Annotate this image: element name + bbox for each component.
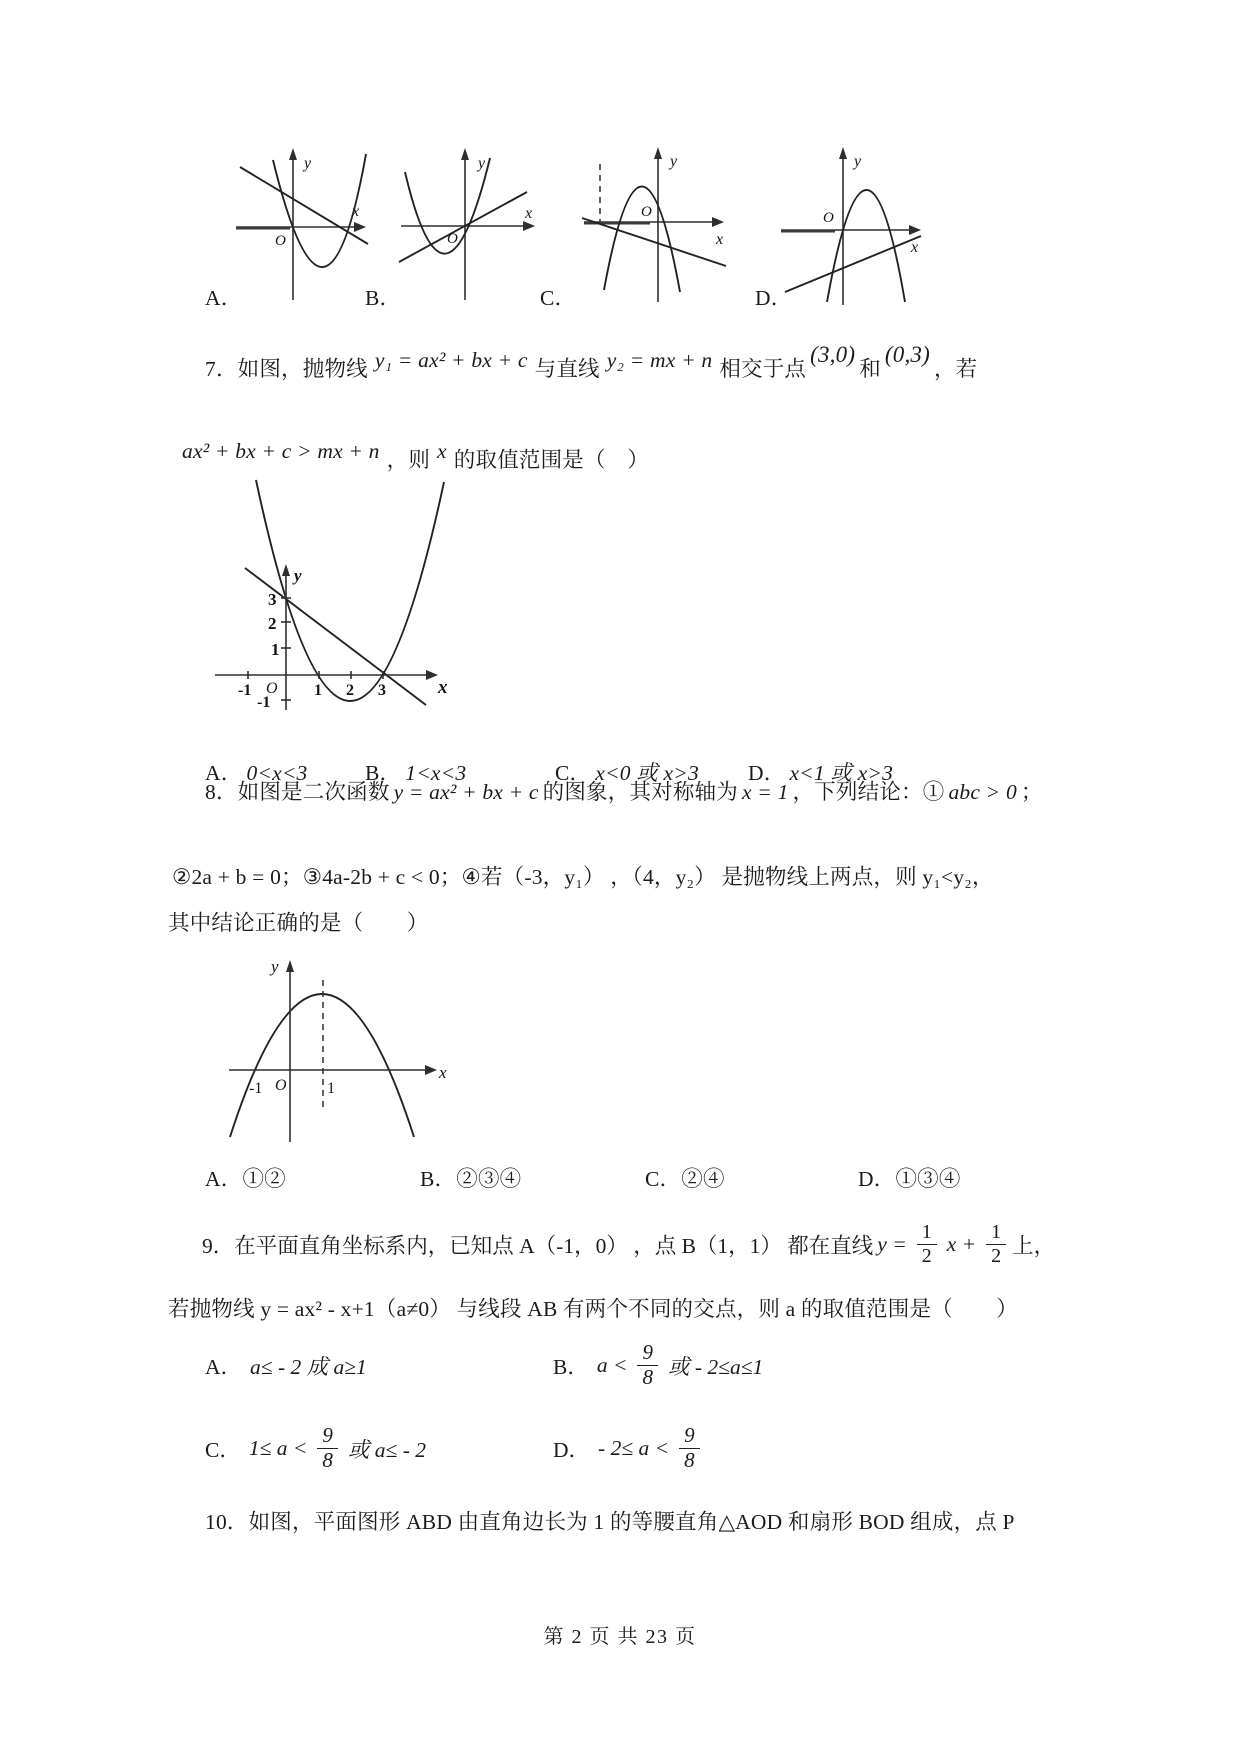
- fraction-nine-eighths: [679, 1424, 700, 1472]
- q8-figure: [215, 950, 447, 1142]
- option-letter: C．: [555, 761, 592, 785]
- q8-option-d: [858, 1162, 961, 1193]
- fraction-denominator: 8: [684, 1447, 695, 1472]
- stem-text: 的取值范围是（ ）: [453, 448, 650, 472]
- q9-option-c: [205, 1420, 430, 1476]
- q8-stem-line3: 其中结论正确的是（ ）: [168, 911, 429, 935]
- option-letter: C．: [645, 1167, 682, 1191]
- q9-stem-line2: 若抛物线 y = ax² - x+1（a≠0） 与线段 AB 有两个不同的交点，则 a 的取值范围是（ ）: [168, 1297, 1018, 1321]
- q7-stem-line2: [175, 439, 650, 474]
- y-tick-label-1: 1: [271, 640, 280, 659]
- fraction-numerator: 9: [317, 1424, 338, 1449]
- figure-option-a: [228, 142, 378, 300]
- option-value: x<0 或 x>3: [595, 761, 699, 785]
- stem-text: ；: [1020, 780, 1043, 804]
- x-tick-label-3: 3: [378, 682, 386, 699]
- y-axis-arrow: [289, 148, 297, 160]
- y-axis-label: y: [854, 153, 862, 170]
- figure-label-d: D．: [755, 286, 793, 310]
- origin-label: O: [641, 204, 652, 220]
- formula-inequality: ax² + bx + c > mx + n: [182, 439, 380, 463]
- parabola-curve: [256, 480, 444, 701]
- x-axis-label: x: [438, 677, 448, 698]
- q7-stem-line1: [205, 342, 978, 383]
- formula-x-plus: x +: [946, 1231, 977, 1256]
- x-axis-label: x: [716, 231, 724, 248]
- q10-stem-line1: 10．如图，平面图形 ABD 由直角边长为 1 的等腰直角△AOD 和扇形 BOD 组成，点 P: [205, 1510, 1015, 1534]
- stem-text: 8．如图是二次函数: [205, 780, 390, 804]
- point-2: (0,3): [884, 342, 930, 367]
- option-value-pre: - 2≤ a <: [598, 1435, 670, 1460]
- formula-y-equals: y =: [877, 1231, 907, 1256]
- figure-option-b: [395, 142, 545, 300]
- option-value: a≤ - 2 成 a≥1: [250, 1354, 367, 1379]
- stem-text: 相交于点: [719, 357, 807, 381]
- page-footer: 第 2 页 共 23 页: [543, 1626, 697, 1648]
- x-tick-label-1: 1: [314, 682, 322, 699]
- y-axis-label: y: [478, 155, 486, 172]
- fraction-denominator: 8: [322, 1447, 333, 1472]
- option-letter: D．: [858, 1167, 896, 1191]
- option-letter: B．: [365, 761, 402, 785]
- option-value: ①③④: [895, 1167, 961, 1191]
- variable-x: x: [437, 439, 447, 463]
- y-tick-label-3: 3: [268, 590, 277, 609]
- option-letter: A．: [205, 761, 243, 785]
- y-tick-label-2: 2: [268, 614, 277, 633]
- option-value: ①②: [242, 1167, 286, 1191]
- fraction-numerator: 9: [679, 1424, 700, 1449]
- q8-stem-line2: ②2a + b = 0；③4a-2b + c < 0；④若（-3，y₁） ，（4，y₂） 是抛物线上两点，则 y₁<y₂，: [172, 865, 994, 889]
- q8-option-b: [420, 1162, 521, 1193]
- point-1: (3,0): [810, 342, 856, 367]
- line-curve: [785, 236, 921, 292]
- option-value: 0<x<3: [246, 761, 308, 785]
- stem-text: ，下列结论：①: [792, 780, 945, 804]
- figure-option-c: [578, 142, 733, 302]
- q9-option-d: [553, 1420, 706, 1476]
- stem-text: 9．在平面直角坐标系内，已知点 A（-1，0） ，点 B（1，1） 都在直线: [202, 1233, 874, 1258]
- option-value-post: 或 a≤ - 2: [347, 1437, 426, 1462]
- origin-label: O: [823, 210, 834, 226]
- x-axis-label: x: [911, 239, 919, 256]
- origin-label: O: [275, 1077, 287, 1094]
- y-axis-arrow: [461, 148, 469, 160]
- option-value: x<1 或 x>3: [789, 761, 894, 785]
- y-axis-arrow: [282, 564, 290, 576]
- q7-figure: [205, 480, 455, 712]
- option-letter: B．: [553, 1354, 589, 1379]
- figure-label-a: A．: [205, 286, 243, 310]
- line-curve: [399, 192, 527, 262]
- option-letter: C．: [205, 1437, 241, 1462]
- fraction-nine-eighths: [317, 1424, 338, 1472]
- fraction-denominator: 2: [921, 1244, 932, 1267]
- y-axis-arrow: [839, 147, 847, 159]
- x-tick-label-neg1: -1: [249, 1080, 263, 1097]
- y-tick-label-neg1: -1: [257, 694, 271, 711]
- fraction-numerator: 9: [637, 1341, 658, 1366]
- option-value: 1<x<3: [405, 761, 467, 785]
- origin-label: O: [266, 680, 278, 697]
- stem-text: 上，: [1012, 1233, 1056, 1258]
- line-curve: [240, 167, 368, 244]
- stem-text: ，若: [933, 357, 978, 381]
- x-tick-label-neg1: -1: [238, 682, 252, 699]
- fraction-one-half: [917, 1221, 937, 1267]
- stem-text: 7．如图，抛物线: [205, 357, 368, 381]
- q9-stem-line1: [202, 1216, 1055, 1272]
- stem-text: 与直线: [534, 357, 600, 381]
- formula-quadratic: y = ax² + bx + c: [393, 780, 539, 804]
- option-letter: D．: [748, 761, 786, 785]
- x-axis-label: x: [525, 205, 533, 222]
- y-axis-arrow: [286, 960, 294, 972]
- x-axis-arrow: [425, 1065, 437, 1075]
- formula-abc: abc > 0: [948, 780, 1017, 804]
- option-value-pre: a <: [596, 1352, 628, 1377]
- origin-label: O: [447, 231, 458, 247]
- y-axis-label: y: [304, 155, 312, 172]
- figure-label-b: B．: [365, 286, 402, 310]
- q9-option-a: [205, 1337, 371, 1393]
- formula-axis: x = 1: [741, 780, 789, 804]
- y-axis-label: y: [670, 153, 678, 170]
- figure-option-d: [775, 140, 930, 305]
- x-axis-arrow: [712, 217, 724, 227]
- x-tick-label-2: 2: [346, 682, 354, 699]
- formula-line: y₂ = mx + n: [606, 348, 713, 372]
- x-axis-arrow: [523, 221, 535, 231]
- y-axis-arrow: [654, 147, 662, 159]
- formula-parabola: y₁ = ax² + bx + c: [374, 348, 528, 372]
- fraction-denominator: 8: [642, 1364, 653, 1389]
- fraction-numerator: 1: [986, 1221, 1006, 1244]
- parabola-curve: [604, 186, 680, 292]
- y-axis-label: y: [271, 957, 279, 976]
- parabola-curve: [230, 994, 414, 1137]
- origin-label: O: [275, 233, 286, 249]
- option-letter: A．: [205, 1354, 243, 1379]
- fraction-denominator: 2: [991, 1244, 1002, 1267]
- fraction-one-half: [986, 1221, 1006, 1267]
- stem-text: 的图象，其对称轴为: [542, 780, 738, 804]
- q8-stem-line1: [205, 775, 1043, 806]
- x-axis-label: x: [439, 1063, 447, 1082]
- option-letter: D．: [553, 1437, 591, 1462]
- option-letter: A．: [205, 1167, 243, 1191]
- stem-text: 和: [859, 357, 881, 381]
- figure-label-c: C．: [540, 286, 577, 310]
- option-value: ②③④: [456, 1167, 522, 1191]
- x-axis-arrow: [426, 670, 438, 680]
- q8-option-c: [645, 1162, 725, 1193]
- parabola-curve: [827, 190, 905, 302]
- x-tick-label-1: 1: [327, 1080, 335, 1097]
- fraction-numerator: 1: [917, 1221, 937, 1244]
- stem-text: ，则: [386, 448, 431, 472]
- fraction-nine-eighths: [637, 1341, 658, 1389]
- x-axis-label: x: [352, 203, 360, 220]
- x-axis-arrow: [354, 222, 366, 232]
- q8-option-a: [205, 1162, 286, 1193]
- x-axis-arrow: [909, 225, 921, 235]
- option-letter: B．: [420, 1167, 457, 1191]
- y-axis-label: y: [294, 566, 302, 585]
- option-value: ②④: [681, 1167, 725, 1191]
- option-value-pre: 1≤ a <: [248, 1435, 308, 1460]
- option-value-post: 或 - 2≤a≤1: [667, 1354, 764, 1379]
- line-curve: [582, 218, 726, 266]
- q9-option-b: [553, 1337, 767, 1393]
